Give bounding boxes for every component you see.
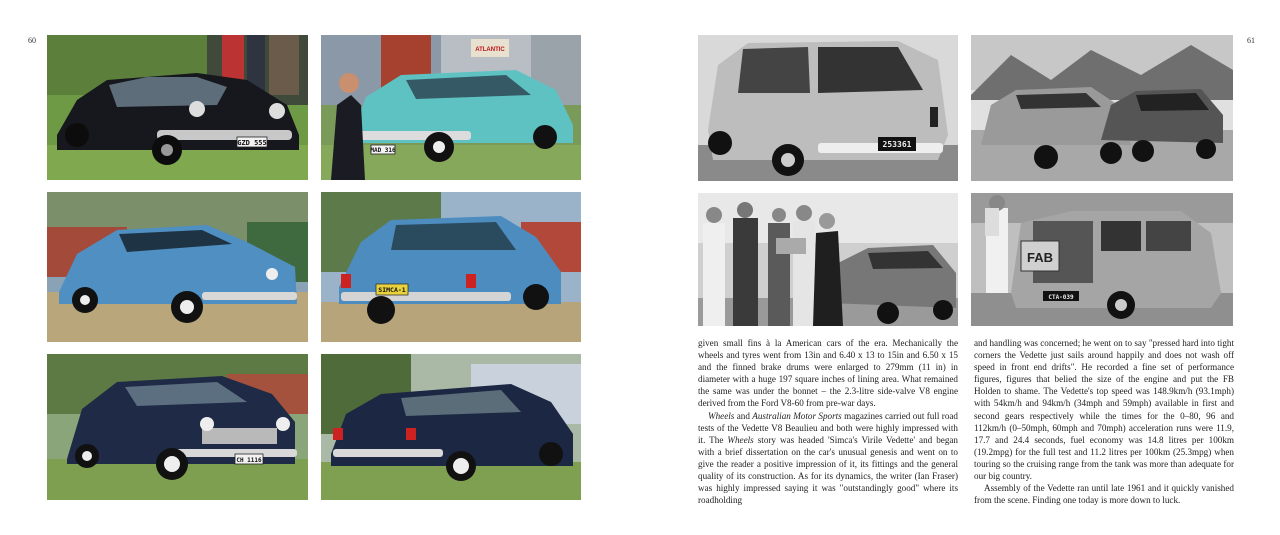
col2-paragraph-1: and handling was concerned; he went on to say "pressed hard into tight corners the Vedette just sails around happily and does not wash off speed in front end drifts". He recorded a fine set of performance figures, figures that belied the size of the engine and put the FB Holden to shame. The Vedette's top speed was 148.9km/h (93.1mph) with 54km/h and 94km/h (34mph and 59mph) available in first and second gears respectively while the times for the 0–80, 96 and 112km/h (0–50mph, 60mph and 70mph) acceleration runs were 11.9, 17.7 and 24.4 seconds, fuel economy was 14.8 litres per 100km (19.2mpg) for the full test and 11.2 litres per 100km (25.3mpg) when touring so the cruising range from the tank was more than adequate for our big country. xyxy=(974,338,1234,482)
photo2-plate: MAD 316 xyxy=(370,147,396,154)
photo-turquoise-vedette-with-owner xyxy=(321,35,581,180)
photo-navy-vedette-front xyxy=(47,354,308,500)
left-page-number: 60 xyxy=(28,36,36,45)
photo5-plate: CH 1116 xyxy=(236,457,262,464)
photo2-atlantic-sign: ATLANTIC xyxy=(475,47,505,53)
col1-p2-body: magazines carried out full road tests of the Vedette V8 Beaulieu and both were highly impressed with it. The xyxy=(698,410,958,445)
wheels-title: Wheels xyxy=(708,410,735,421)
text-column-left xyxy=(698,337,958,506)
photo4-plate: SIMCA-1 xyxy=(378,286,406,294)
col1-p2-and: and xyxy=(734,410,753,421)
photo-bw-people-with-vedette xyxy=(698,193,958,326)
photo-navy-vedette-rear xyxy=(321,354,581,500)
col1-p2-body-2: story was headed 'Simca's Virile Vedette' and began with a brief dissertation on the car's unusual genesis and went on to give the reader a positive impression of it, its fittings and the general quality of its construction. As for its dynamics, the writer (Ian Fraser) was highly impressed saying it was "outstandingly good" where its roadholding xyxy=(698,434,958,506)
bw1-plate: 253361 xyxy=(882,140,912,149)
photo-black-vedette-front xyxy=(47,35,308,180)
right-page-number: 61 xyxy=(1247,36,1255,45)
text-column-right xyxy=(974,337,1234,506)
photo-bw-two-vedettes xyxy=(971,35,1233,181)
bw4-plate: CTA-039 xyxy=(1048,294,1074,301)
photo-bw-vedette-van-fab xyxy=(971,193,1233,326)
col1-paragraph-1: given small fins à la American cars of the era. Mechanically the wheels and tyres went from 13in and 6.40 x 13 to 15in and 6.50 x 15 and the finned brake drums were enlarged to 279mm (11 in) in diameter with a huge 197 square inches of lining area. What remained the same was under the bonnet – the 2.3-litre side-valve V8 engine derived from the Ford V8-60 from pre-war days. xyxy=(698,338,958,409)
bw4-fab-box: FAB xyxy=(1027,250,1053,265)
photo-blue-vedette-rear xyxy=(321,192,581,342)
photo-bw-vedette-wagon xyxy=(698,35,958,181)
photo1-plate: GZD 555 xyxy=(237,139,267,147)
wheels-title-2: Wheels xyxy=(727,434,754,445)
col1-paragraph-2 xyxy=(698,410,958,507)
col2-paragraph-2: Assembly of the Vedette ran until late 1961 and it quickly vanished from the scene. Finding one today is more down to luck. xyxy=(974,483,1234,506)
photo-blue-vedette-side xyxy=(47,192,308,342)
ams-title: Australian Motor Sports xyxy=(752,410,842,421)
